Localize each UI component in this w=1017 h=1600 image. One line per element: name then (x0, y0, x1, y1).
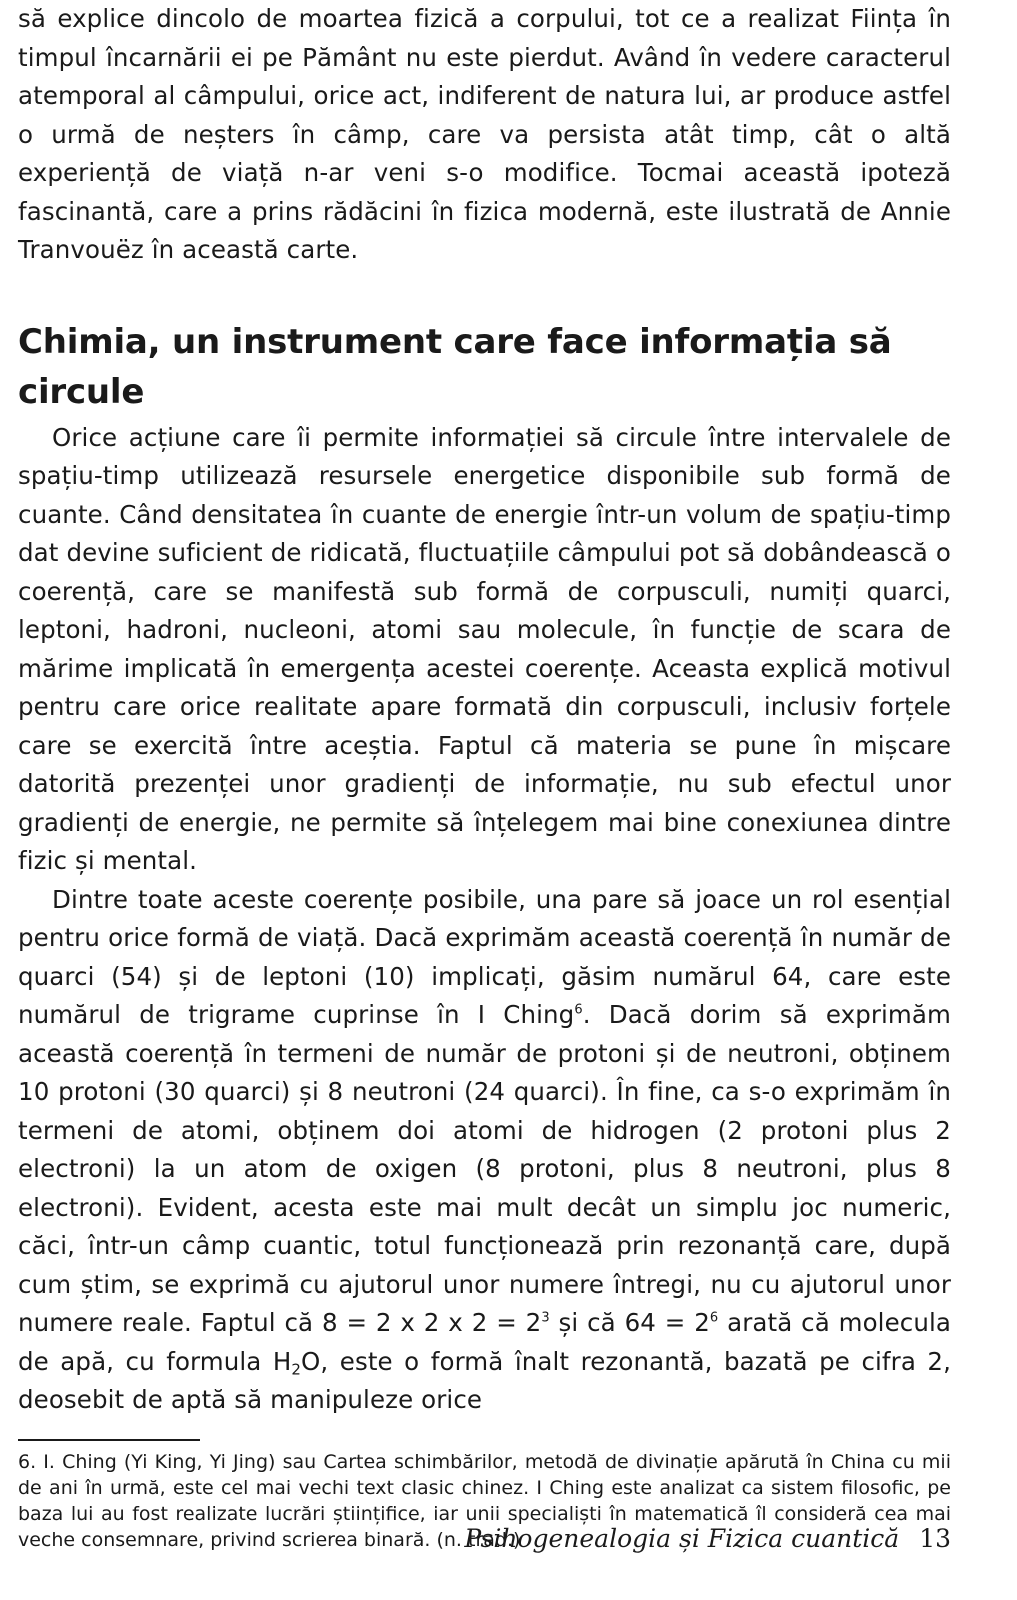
exponent: 3 (541, 1310, 550, 1326)
paragraph-text: O, este o formă înalt rezonantă, bazată pe cifra 2, deosebit de aptă să manipuleze orice (18, 1346, 951, 1414)
running-title: Psihogenealogia și Fizica cuantică (464, 1524, 900, 1553)
paragraph-text: . Dacă dorim să exprimăm această coerență în termeni de număr de protoni și de neutroni, obținem 10 protoni (30 quarci) și 8 neutroni (24 quarci). În fine, ca s-o exprimăm în termeni de atomi, obținem doi atomi de hidrogen (2 protoni plus 2 electroni) la un atom de oxigen (8 protoni, plus 8 neutroni, plus 8 electroni). Evident, acesta este mai mult decât un simplu joc numeric, căci, într-un câmp cuantic, totul funcționează prin rezonanță care, după cum știm, se exprimă cu ajutorul unor numere întregi, nu cu ajutorul unor numere reale. Faptul că 8 = 2 x 2 x 2 = 2 (18, 1000, 951, 1337)
paragraph-text: arată că molecula de apă, cu formula H (18, 1308, 951, 1376)
subscript: 2 (291, 1360, 302, 1378)
section-paragraph-1: Orice acțiune care îi permite informației să circule între intervalele de spațiu-timp utilizează resursele energetice disponibile sub formă de cuante. Când densitatea în cuante de energie într-un volum de spațiu-timp dat devine suficient de ridicată, fluctuațiile câmpului pot să dobândească o coerență, care se manifestă sub formă de corpusculi, numiți quarci, leptoni, hadroni, nucleoni, atomi sau molecule, în funcție de scara de mărime implicată în emergența acestei coerențe. Aceasta explică motivul pentru care orice realitate apare formată din corpusculi, inclusiv forțele care se exercită între aceștia. Faptul că materia se pune în mișcare datorită prezenței unor gradienți de informație, nu sub efectul unor gradienți de energie, ne permite să înțelegem mai bine conexiunea dintre fizic și mental. (18, 422, 951, 875)
section-paragraph-2 (18, 881, 951, 1420)
page-number: 13 (919, 1524, 951, 1553)
intro-paragraph: să explice dincolo de moartea fizică a corpului, tot ce a realizat Ființa în timpul încarnării ei pe Pământ nu este pierdut. Având în vedere caracterul atemporal al câmpului, orice act, indiferent de natura lui, ar produce astfel o urmă de neșters în câmp, care va persista atât timp, cât o altă experiență de viață n-ar veni s-o modifice. Tocmai această ipoteză fascinantă, care a prins rădăcini în fizica modernă, este ilustrată de Annie Tranvouëz în această carte. (18, 4, 951, 264)
exponent: 6 (709, 1310, 719, 1326)
page-footer (18, 1524, 951, 1553)
footnote-divider (18, 1439, 200, 1441)
page-body (18, 0, 951, 1553)
paragraph-text: și că 64 = 2 (549, 1308, 710, 1337)
section-heading: Chimia, un instrument care face informația să circule (18, 321, 892, 412)
footnote-reference: 6 (574, 1002, 583, 1018)
footnote-6: 6. I. Ching (Yi King, Yi Jing) sau Cartea schimbărilor, metodă de divinație apărută în China cu mii de ani în urmă, este cel mai vechi text clasic chinez. I Ching este analizat ca sistem filosofic, pe baza lui au fost realizate lucrări științifice, iar unii specialiști în matematică îl consideră cea mai veche consemnare, privind scrierea binară. (n. trad.) (18, 1450, 951, 1551)
paragraph-text: Dintre toate aceste coerențe posibile, una pare să joace un rol esențial pentru orice formă de viață. Dacă exprimăm această coerență în număr de quarci (54) și de leptoni (10) implicați, găsim numărul 64, care este numărul de trigrame cuprinse în I Ching (18, 884, 951, 1029)
